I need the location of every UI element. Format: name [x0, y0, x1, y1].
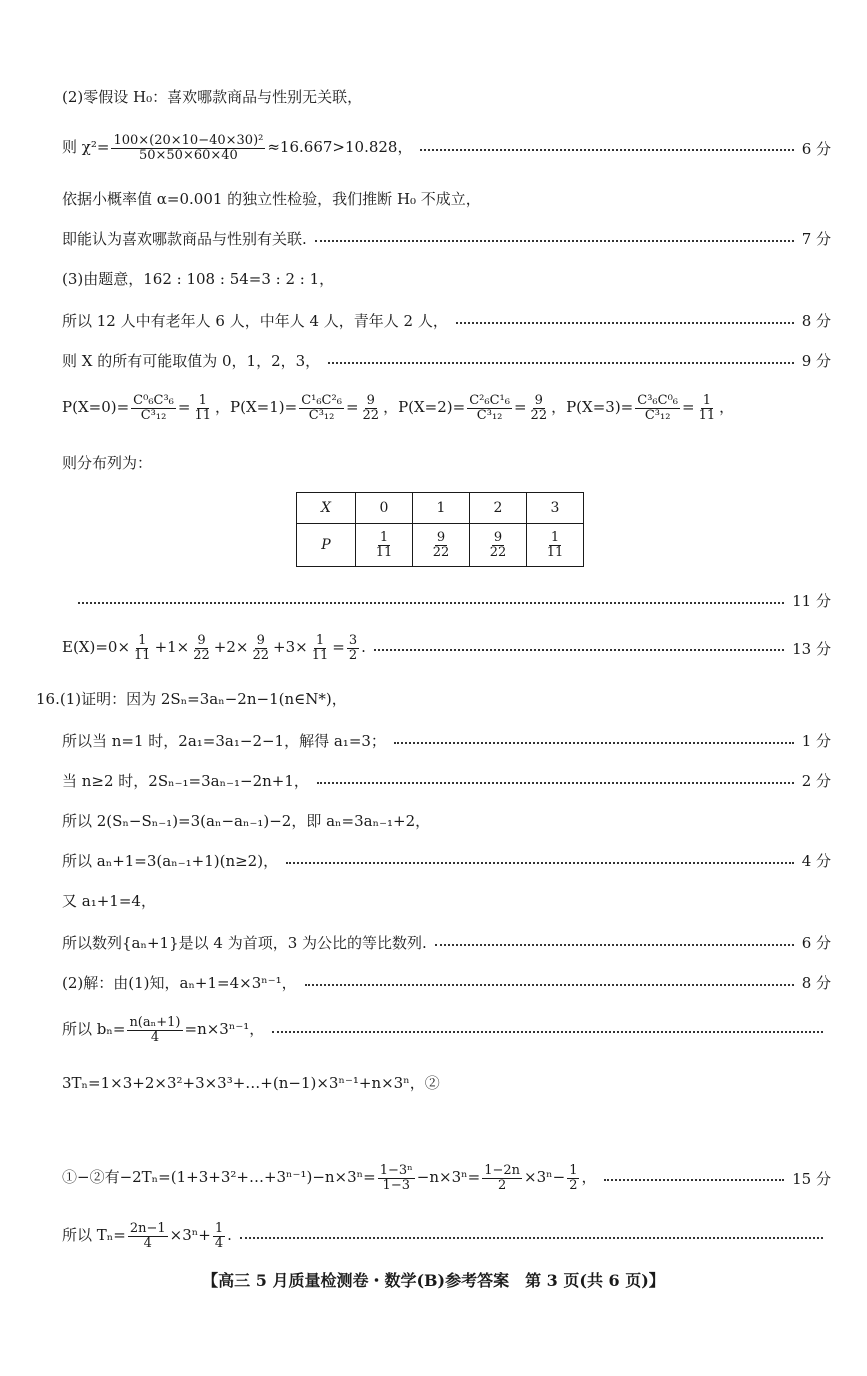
p0-comb-fraction	[131, 394, 176, 422]
p2-comb-den: C³₁₂	[476, 407, 503, 423]
table-cell	[413, 524, 470, 567]
frac-den: 22	[252, 647, 270, 663]
p0-result-fraction	[192, 394, 213, 422]
line-text: 则分布列为：	[62, 454, 153, 472]
p0-comb-num: C⁰₆C³₆	[133, 393, 174, 408]
table-cell	[527, 524, 584, 567]
diff-b: −n×3ⁿ=	[416, 1168, 481, 1187]
table-cell: 1	[413, 493, 470, 524]
p1-eq: =	[345, 398, 359, 417]
p-num: 9	[493, 529, 503, 545]
table-cell: 2	[470, 493, 527, 524]
bn-fraction	[127, 1016, 182, 1044]
p2-eq: =	[513, 398, 527, 417]
frac-num: 1	[569, 1163, 578, 1178]
frac-den: 2	[497, 1177, 507, 1193]
leader-dots	[78, 602, 784, 604]
p3-eq: =	[682, 398, 695, 417]
leader-dots	[305, 984, 794, 986]
line-possible-values	[62, 350, 831, 371]
frac-den: 2	[569, 1177, 578, 1193]
ex-frac-2	[191, 634, 212, 662]
p2-comb-num: C²₆C¹₆	[469, 393, 510, 408]
line-ratio	[62, 268, 831, 289]
line-independence-test	[62, 188, 831, 209]
bn-formula	[62, 1016, 264, 1044]
p1-result-num: 9	[366, 393, 375, 408]
chi-fraction	[111, 134, 265, 162]
diff-frac-2	[482, 1164, 522, 1192]
score-label: 13 分	[792, 639, 831, 658]
leader-dots	[435, 944, 794, 946]
frac-den: 1−3	[382, 1177, 410, 1193]
p-fraction	[488, 531, 509, 559]
score-label: 2 分	[801, 772, 831, 790]
line-conclusion	[62, 228, 831, 249]
p3-comb-fraction	[635, 394, 680, 422]
chi-square-formula	[62, 134, 412, 162]
score-label: 9 分	[801, 352, 831, 370]
diff-frac-3	[567, 1164, 579, 1192]
leader-dots	[328, 362, 794, 364]
line-people-count	[62, 310, 831, 331]
distribution-table	[296, 492, 584, 567]
p-num: 9	[436, 529, 446, 545]
frac-num: 2n−1	[129, 1221, 166, 1236]
line-text: 所以 12 人中有老年人 6 人，中年人 4 人，青年人 2 人，	[62, 312, 448, 330]
table-row-x	[297, 493, 584, 524]
line-recurrence	[62, 850, 831, 871]
score-label: 1 分	[801, 732, 831, 750]
line-text: 16.(1)证明：因为 2Sₙ=3aₙ−2n−1(n∈N*)，	[36, 690, 347, 708]
line-null-hypothesis	[62, 86, 831, 107]
frac-num: 1	[214, 1221, 224, 1236]
p0-result-num: 1	[198, 393, 207, 408]
p3-result-fraction	[697, 394, 718, 422]
table-cell: 3	[527, 493, 584, 524]
chi-denominator: 50×50×60×40	[138, 147, 238, 163]
leader-dots	[286, 862, 794, 864]
p0-result-den: 11	[194, 407, 212, 423]
table-cell	[356, 524, 413, 567]
p1-comb-den: C³₁₂	[308, 407, 335, 423]
line-part-2	[62, 972, 831, 993]
line-probabilities	[62, 394, 831, 422]
ex-e: =	[332, 638, 345, 657]
diff-frac-1	[378, 1164, 415, 1192]
frac-num: 1	[315, 633, 325, 648]
frac-den: 11	[134, 647, 151, 663]
leader-dots	[240, 1237, 823, 1239]
table-cell	[470, 524, 527, 567]
p3-result-num: 1	[702, 393, 711, 408]
table-row-p	[297, 524, 584, 567]
p0-eq: =	[177, 398, 191, 417]
line-text: 所以当 n=1 时，2a₁=3a₁−2−1，解得 a₁=3；	[62, 732, 386, 750]
line-tn-result	[62, 1222, 831, 1250]
line-table-score	[62, 590, 831, 611]
line-text: 则 X 的所有可能取值为 0，1，2，3，	[62, 352, 321, 370]
leader-dots	[272, 1031, 823, 1033]
p0-comb-den: C³₁₂	[140, 407, 167, 423]
line-text: 当 n≥2 时，2Sₙ₋₁=3aₙ₋₁−2n+1，	[62, 772, 309, 790]
tn-end: .	[227, 1226, 232, 1245]
leader-dots	[394, 742, 794, 744]
line-text: 依据小概率值 α=0.001 的独立性检验，我们推断 H₀ 不成立，	[62, 190, 481, 208]
bn-a: 所以 bₙ=	[62, 1020, 126, 1039]
ex-frac-5	[347, 634, 359, 662]
p3-comb-num: C³₆C⁰₆	[637, 393, 678, 408]
line-text: (2)零假设 H₀：喜欢哪款商品与性别无关联，	[62, 88, 363, 106]
diff-end: ，	[581, 1168, 597, 1187]
ex-frac-3	[250, 634, 271, 662]
line-difference	[62, 1164, 831, 1192]
p1-comb-num: C¹₆C²₆	[301, 393, 342, 408]
line-geometric	[62, 932, 831, 953]
diff-c: ×3ⁿ−	[524, 1168, 566, 1187]
page-footer: 【高三 5 月质量检测卷・数学(B)参考答案 第 3 页(共 6 页)】	[202, 1271, 665, 1290]
frac-num: 1−2n	[484, 1163, 521, 1178]
frac-den: 4	[150, 1029, 160, 1045]
p1-result-fraction	[361, 394, 382, 422]
bn-b: =n×3ⁿ⁻¹，	[184, 1020, 265, 1039]
chi-suffix: ≈16.667>10.828，	[267, 138, 413, 157]
score-label: 15 分	[792, 1169, 831, 1188]
p-den: 11	[375, 544, 393, 560]
line-bn	[62, 1016, 831, 1044]
frac-den: 22	[193, 647, 210, 663]
frac-num: 9	[256, 633, 265, 648]
leader-dots	[374, 649, 784, 651]
p-fraction	[431, 531, 452, 559]
leader-dots	[456, 322, 794, 324]
p3-lhs: ，P(X=3)=	[551, 398, 634, 417]
frac-den: 2	[348, 647, 358, 663]
p1-comb-fraction	[299, 394, 344, 422]
p2-lhs: ，P(X=2)=	[383, 398, 466, 417]
frac-num: 9	[197, 633, 206, 648]
leader-dots	[604, 1179, 784, 1181]
line-text: (3)由题意，162 : 108 : 54=3 : 2 : 1，	[62, 270, 335, 288]
tn-frac-1	[128, 1222, 168, 1250]
ex-end: .	[361, 638, 366, 657]
tn-a: 所以 Tₙ=	[62, 1226, 126, 1245]
line-problem-16	[36, 688, 831, 709]
p1-result-den: 22	[362, 407, 380, 423]
score-label: 8 分	[801, 974, 831, 992]
ex-b: +1×	[154, 638, 190, 657]
ex-frac-1	[132, 634, 153, 662]
line-text: 所以 aₙ+1=3(aₙ₋₁+1)(n≥2)，	[62, 852, 279, 870]
score-label: 6 分	[801, 139, 831, 158]
score-label: 7 分	[801, 230, 831, 248]
score-label: 6 分	[801, 934, 831, 952]
line-chi-square	[62, 134, 831, 162]
line-text: (2)解：由(1)知，aₙ+1=4×3ⁿ⁻¹，	[62, 974, 297, 992]
line-n-ge-2	[62, 770, 831, 791]
frac-num: n(aₙ+1)	[129, 1015, 181, 1030]
frac-num: 3	[348, 633, 358, 648]
leader-dots	[315, 240, 794, 242]
p2-result-fraction	[529, 394, 550, 422]
score-label: 4 分	[801, 852, 831, 870]
ex-frac-4	[310, 634, 331, 662]
expectation-formula	[62, 634, 366, 662]
frac-num: 1	[138, 633, 147, 648]
ex-d: +3×	[273, 638, 308, 657]
chi-numerator: 100×(20×10−40×30)²	[113, 133, 264, 148]
tn-b: ×3ⁿ+	[169, 1226, 211, 1245]
p3-result-den: 11	[698, 407, 716, 423]
line-subtract	[62, 810, 831, 831]
line-n-equals-1	[62, 730, 831, 751]
p-num: 1	[379, 529, 389, 545]
difference-formula	[62, 1164, 596, 1192]
line-tn-sum	[62, 1072, 831, 1093]
line-text: 所以数列{aₙ+1}是以 4 为首项，3 为公比的等比数列.	[62, 934, 427, 952]
ex-c: +2×	[213, 638, 249, 657]
frac-den: 11	[311, 647, 329, 663]
p-den: 22	[489, 544, 507, 560]
tn-formula	[62, 1222, 232, 1250]
p3-comb-den: C³₁₂	[644, 407, 671, 423]
p1-lhs: ，P(X=1)=	[215, 398, 298, 417]
score-label: 8 分	[801, 312, 831, 330]
frac-num: 1−3ⁿ	[379, 1163, 413, 1178]
p2-result-den: 22	[530, 407, 548, 423]
p-fraction	[374, 531, 395, 559]
line-text: 又 a₁+1=4，	[62, 892, 156, 910]
p2-result-num: 9	[534, 393, 543, 408]
table-cell: X	[297, 493, 356, 524]
line-a1-plus-1	[62, 890, 831, 911]
line-text: 3Tₙ=1×3+2×3²+3×3³+…+(n−1)×3ⁿ⁻¹+n×3ⁿ，②	[62, 1074, 440, 1092]
chi-prefix: 则 χ²=	[62, 138, 110, 157]
line-text: 所以 2(Sₙ−Sₙ₋₁)=3(aₙ−aₙ₋₁)−2，即 aₙ=3aₙ₋₁+2，	[62, 812, 431, 830]
line-distribution-intro	[62, 452, 831, 473]
p3-end: ，	[719, 398, 735, 417]
probability-formulas	[62, 394, 734, 422]
score-label: 11 分	[792, 592, 831, 610]
ex-a: E(X)=0×	[62, 638, 131, 657]
diff-a: ①−②有−2Tₙ=(1+3+3²+…+3ⁿ⁻¹)−n×3ⁿ=	[62, 1168, 376, 1187]
leader-dots	[420, 149, 793, 151]
p2-comb-fraction	[467, 394, 512, 422]
table-cell: P	[297, 524, 356, 567]
frac-den: 4	[143, 1235, 152, 1251]
leader-dots	[317, 782, 794, 784]
frac-den: 4	[214, 1235, 224, 1251]
p-num: 1	[550, 529, 560, 545]
p-fraction	[545, 531, 566, 559]
p-den: 11	[546, 544, 564, 560]
p0-lhs: P(X=0)=	[62, 398, 130, 417]
table-cell: 0	[356, 493, 413, 524]
line-expectation	[62, 634, 831, 662]
p-den: 22	[432, 544, 450, 560]
line-text: 即能认为喜欢哪款商品与性别有关联.	[62, 230, 307, 248]
tn-frac-2	[213, 1222, 225, 1250]
